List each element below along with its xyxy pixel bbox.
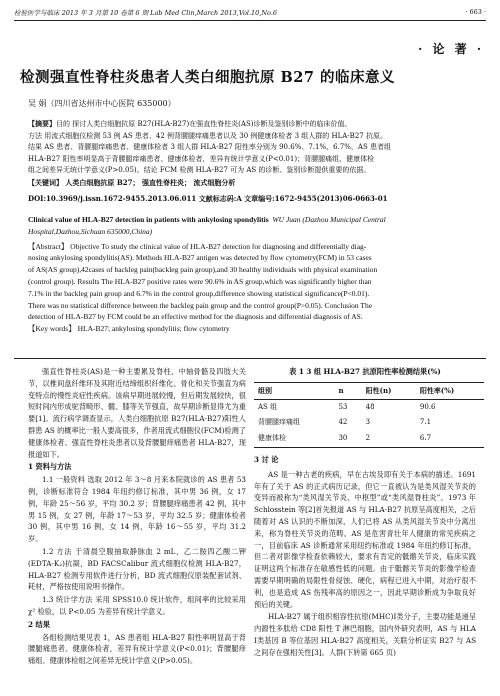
table-cell: 2 (365, 434, 371, 443)
table-row (254, 431, 484, 447)
table-header-cell: 阳性(n) (365, 385, 392, 395)
doi-line: DOI:10.3969/j.issn.1672-9455.2013.06.011 文献标志码:A 文章编号:1672-9455(2013)06-0663-01 (28, 194, 388, 203)
section-label: · 论 著 · (418, 42, 484, 56)
en-affil-cont: Hospital,Dazhou,Sichuan 635000,China) (28, 226, 153, 236)
cn-abstract-line: HLA-B27 阳性率明显高于背腰腿痒痛患者、健康体检者，差异有统计学意义(P<0.01)；背腰腿痛组、健康体检 (28, 154, 375, 163)
table-cell: 健康体检 (258, 434, 286, 443)
table-cell: 30 (338, 434, 348, 443)
table-header-row (254, 382, 484, 399)
table-cell: 90.6 (419, 402, 436, 411)
cn-abstract-line: 结果 AS 患者、背腰腿痒痛患者、健康体检者 3 组人群 HLA-B27 阳性率分别为 90.6%、7.1%、6.7%，AS 患者组 (28, 143, 391, 152)
table-caption: 表 1 3 组 HLA-B27 抗原阳性率检测结果(%) (289, 367, 441, 376)
table-header-cell: 组别 (258, 385, 272, 395)
journal-citation: 检验医学与临床 2013 年 3 月第 10 卷第 6 期 Lab Med Clin,March 2013,Vol.10,No.6 (14, 9, 278, 17)
en-abstract (28, 214, 476, 335)
cn-abstract (28, 118, 476, 189)
en-abstract-line: 7.1% in the backleg pain group and 6.7% in the control group,difference showing statistical significance(P<0.01). (28, 288, 370, 298)
body-paragraph: 1.1 一般资料 选取 2012 年 3～8 月来本院就诊的 AS 患者 53 例，诊断标准符合 1984 年纽约修订标准，其中男 36 例，女 17 例，年龄 25～56 岁，平均 30.2 岁；背腰腿痒痛患者 42 例，其中男 15 例，女 27 例，年龄 17～53 岁，平均 32.5 岁；健康体检者 30 例，其中男 16 例，女 14 例，年龄 16～55 岁，平均 31.2 岁。 (28, 475, 246, 544)
table-cell: 7.1 (419, 418, 432, 427)
en-title: Clinical value of HLA-B27 detection in patients with ankylosing spondylitis (28, 215, 269, 224)
body-paragraph: 1.2 方法 于清晨空腹抽取静脉血 2 mL，乙二胺四乙酸二钾(EDTA-K₂)抗凝，BD FACSCalibur 流式细胞仪检测 HLA-B27，HLA-B27 检测专用软件进行分析，BD 流式细胞仪原装配套试剂、耗材，严格按使用说明书操作。 (28, 546, 246, 592)
body-paragraph: AS 是一种古老的疾病，早在古埃及即有关于本病的描述。1691 年有了关于 AS 的正式病历记录，但它一直被认为是类风湿关节炎的变异而被称为“类风湿关节炎、中枢型”或“类风湿脊柱炎”。1973 年 Schlosstein 等[2]首先报道 AS 与 HLA-B27 抗原呈高度相关，之后随着对 AS 认识的不断加深，人们已将 AS 从类风湿关节炎中分离出来，称为脊柱关节炎的范畴。AS 是危害青壮年人健康的常见疾病之一，目前临床 AS 诊断通常采用纽约标准或 1984 年纽约修订标准，但二者对影像学检查依赖较大，要求有肯定的骶髂关节炎，临床实践证明这两个标准存在敏感性低的问题。由于骶髂关节炎的影像学检查需要早期明确的局限性骨侵蚀、硬化，病程已进入中期，对治疗很不利，也是造成 AS 伤残率高的原因之一，因此早期诊断成为争取良好预后的关键。 (254, 469, 476, 609)
en-abstract-line: 【Abstract】 Objective To study the clinical value of HLA-B27 detection for diagnosing and differentially diag- (28, 241, 367, 251)
running-header (14, 8, 486, 17)
table-cell: 42 (338, 418, 348, 427)
body-paragraph: HLA-B27 属于组织相容性抗原(MHC)Ⅰ类分子，主要功能是递呈内源性多肽给 CD8 阳性 T 淋巴细胞，国内外研究表明，AS 与 HLA Ⅰ类基因 B 等位基因 HLA-B27 高度相关，关联分析证实 B27 与 AS 之间存在强相关性[3]。人群(下转第 665 页) (254, 612, 476, 657)
table-row (254, 399, 484, 415)
section-heading: 3 讨 论 (254, 454, 279, 464)
table-header-cell: n (338, 385, 344, 395)
article-title: 检测强直性脊柱炎患者人类白细胞抗原 B27 的临床意义 (20, 69, 396, 86)
table-cell: AS 组 (258, 402, 278, 411)
right-column (254, 366, 476, 660)
table-row (254, 415, 484, 431)
cn-abstract-line: 组之间差异无统计学意义(P>0.05)。结论 FCM 检测 HLA-B27 可为 AS 的诊断、鉴别诊断提供重要的依据。 (28, 166, 371, 175)
en-keywords: 【Key words】 HLA-B27; ankylosing spondylitis; flow cytometry (28, 324, 230, 334)
left-column (28, 366, 246, 668)
section-heading: 1 资料与方法 (28, 462, 72, 472)
en-affil: (Dazhou Municipal Central (302, 215, 386, 224)
table-cell: 53 (338, 402, 348, 411)
en-author: WU Juan (272, 215, 301, 224)
en-abstract-line: detection of HLA-B27 by FCM could be an effective method for the diagnosis and differential diagnosis of AS. (28, 312, 363, 322)
table-cell: 背腰腿痒痛组 (258, 418, 300, 427)
cn-keywords: 【关键词】 人类白细胞抗原 B27； 强直性脊柱炎； 流式细胞分析 (28, 177, 236, 187)
en-abstract-line: of AS(AS group),42cases of backleg pain(backleg pain group),and 30 healthy individuals with physical examination (28, 265, 378, 275)
table-cell: 6.7 (419, 434, 432, 443)
results-table (254, 382, 484, 448)
en-abstract-line: There was no statistical difference between the backleg pain group and the control group(P>0.05). Conclusion The (28, 300, 373, 310)
table-header-cell: 阳性率(%) (419, 385, 455, 395)
en-abstract-line: (control group). Results The HLA-B27 positive rates were 90.6% in AS group,which was significantly higher than (28, 276, 372, 286)
intro-paragraph: 强直性脊柱炎(AS)是一种主要累及脊柱、中轴骨骼及四肢大关节，以椎间盘纤维环及其附近结缔组织纤维化、骨化和关节强直为病变特点的慢性炎症性疾病。该病早期进展较慢，但后期发展较快，很短时间内形成驼背畸形、髋、膝等关节强直，故早期诊断显得尤为重要[1]。流行病学调查显示，人类白细胞抗原 B27(HLA-B27)阳性人群患 AS 的概率比一般人要高很多，作者用流式细胞仪(FCM)检测了健康体检者、强直性脊柱炎患者以及背腰腿痒痛患者 HLA-B27，现报道如下。 (28, 367, 246, 459)
author-line: 吴 娟（四川省达州市中心医院 635000） (28, 99, 176, 108)
body-paragraph: 各组检测结果见表 1，AS 患者组 HLA-B27 阳性率明显高于背腰腿痛患者、健康体检者，差异有统计学意义(P<0.01)；背腰腿痒痛组、健康体检组之间差异无统计学意义(P>0.05)。 (28, 632, 246, 666)
en-abstract-line: nosing ankylosing spondylitis(AS). Methods HLA-B27 antigen was detected by flow cytometry(FCM) in 53 cases (28, 253, 372, 263)
table-cell: 3 (365, 418, 371, 427)
header-rule (14, 20, 486, 21)
table-cell: 48 (365, 402, 375, 411)
abstract-rule (14, 358, 486, 359)
cn-abstract-line: 【摘要】目的 探讨人类白细胞抗原 B27(HLA-B27)在强直性脊柱炎(AS)诊断及鉴别诊断中的临床价值。 (28, 119, 352, 128)
section-heading: 2 结果 (28, 619, 50, 629)
page-number: · 663 · (465, 8, 486, 16)
body-paragraph: 1.3 统计学方法 采用 SPSS10.0 统计软件，组间率的比较采用 χ² 检验，以 P<0.05 为差异有统计学意义。 (28, 595, 246, 616)
cn-abstract-line: 方法 用流式细胞仪检测 53 例 AS 患者、42 例背腰腿痒痛患者以及 30 例健康体检者 3 组人群的 HLA-B27 抗原。 (28, 131, 387, 140)
